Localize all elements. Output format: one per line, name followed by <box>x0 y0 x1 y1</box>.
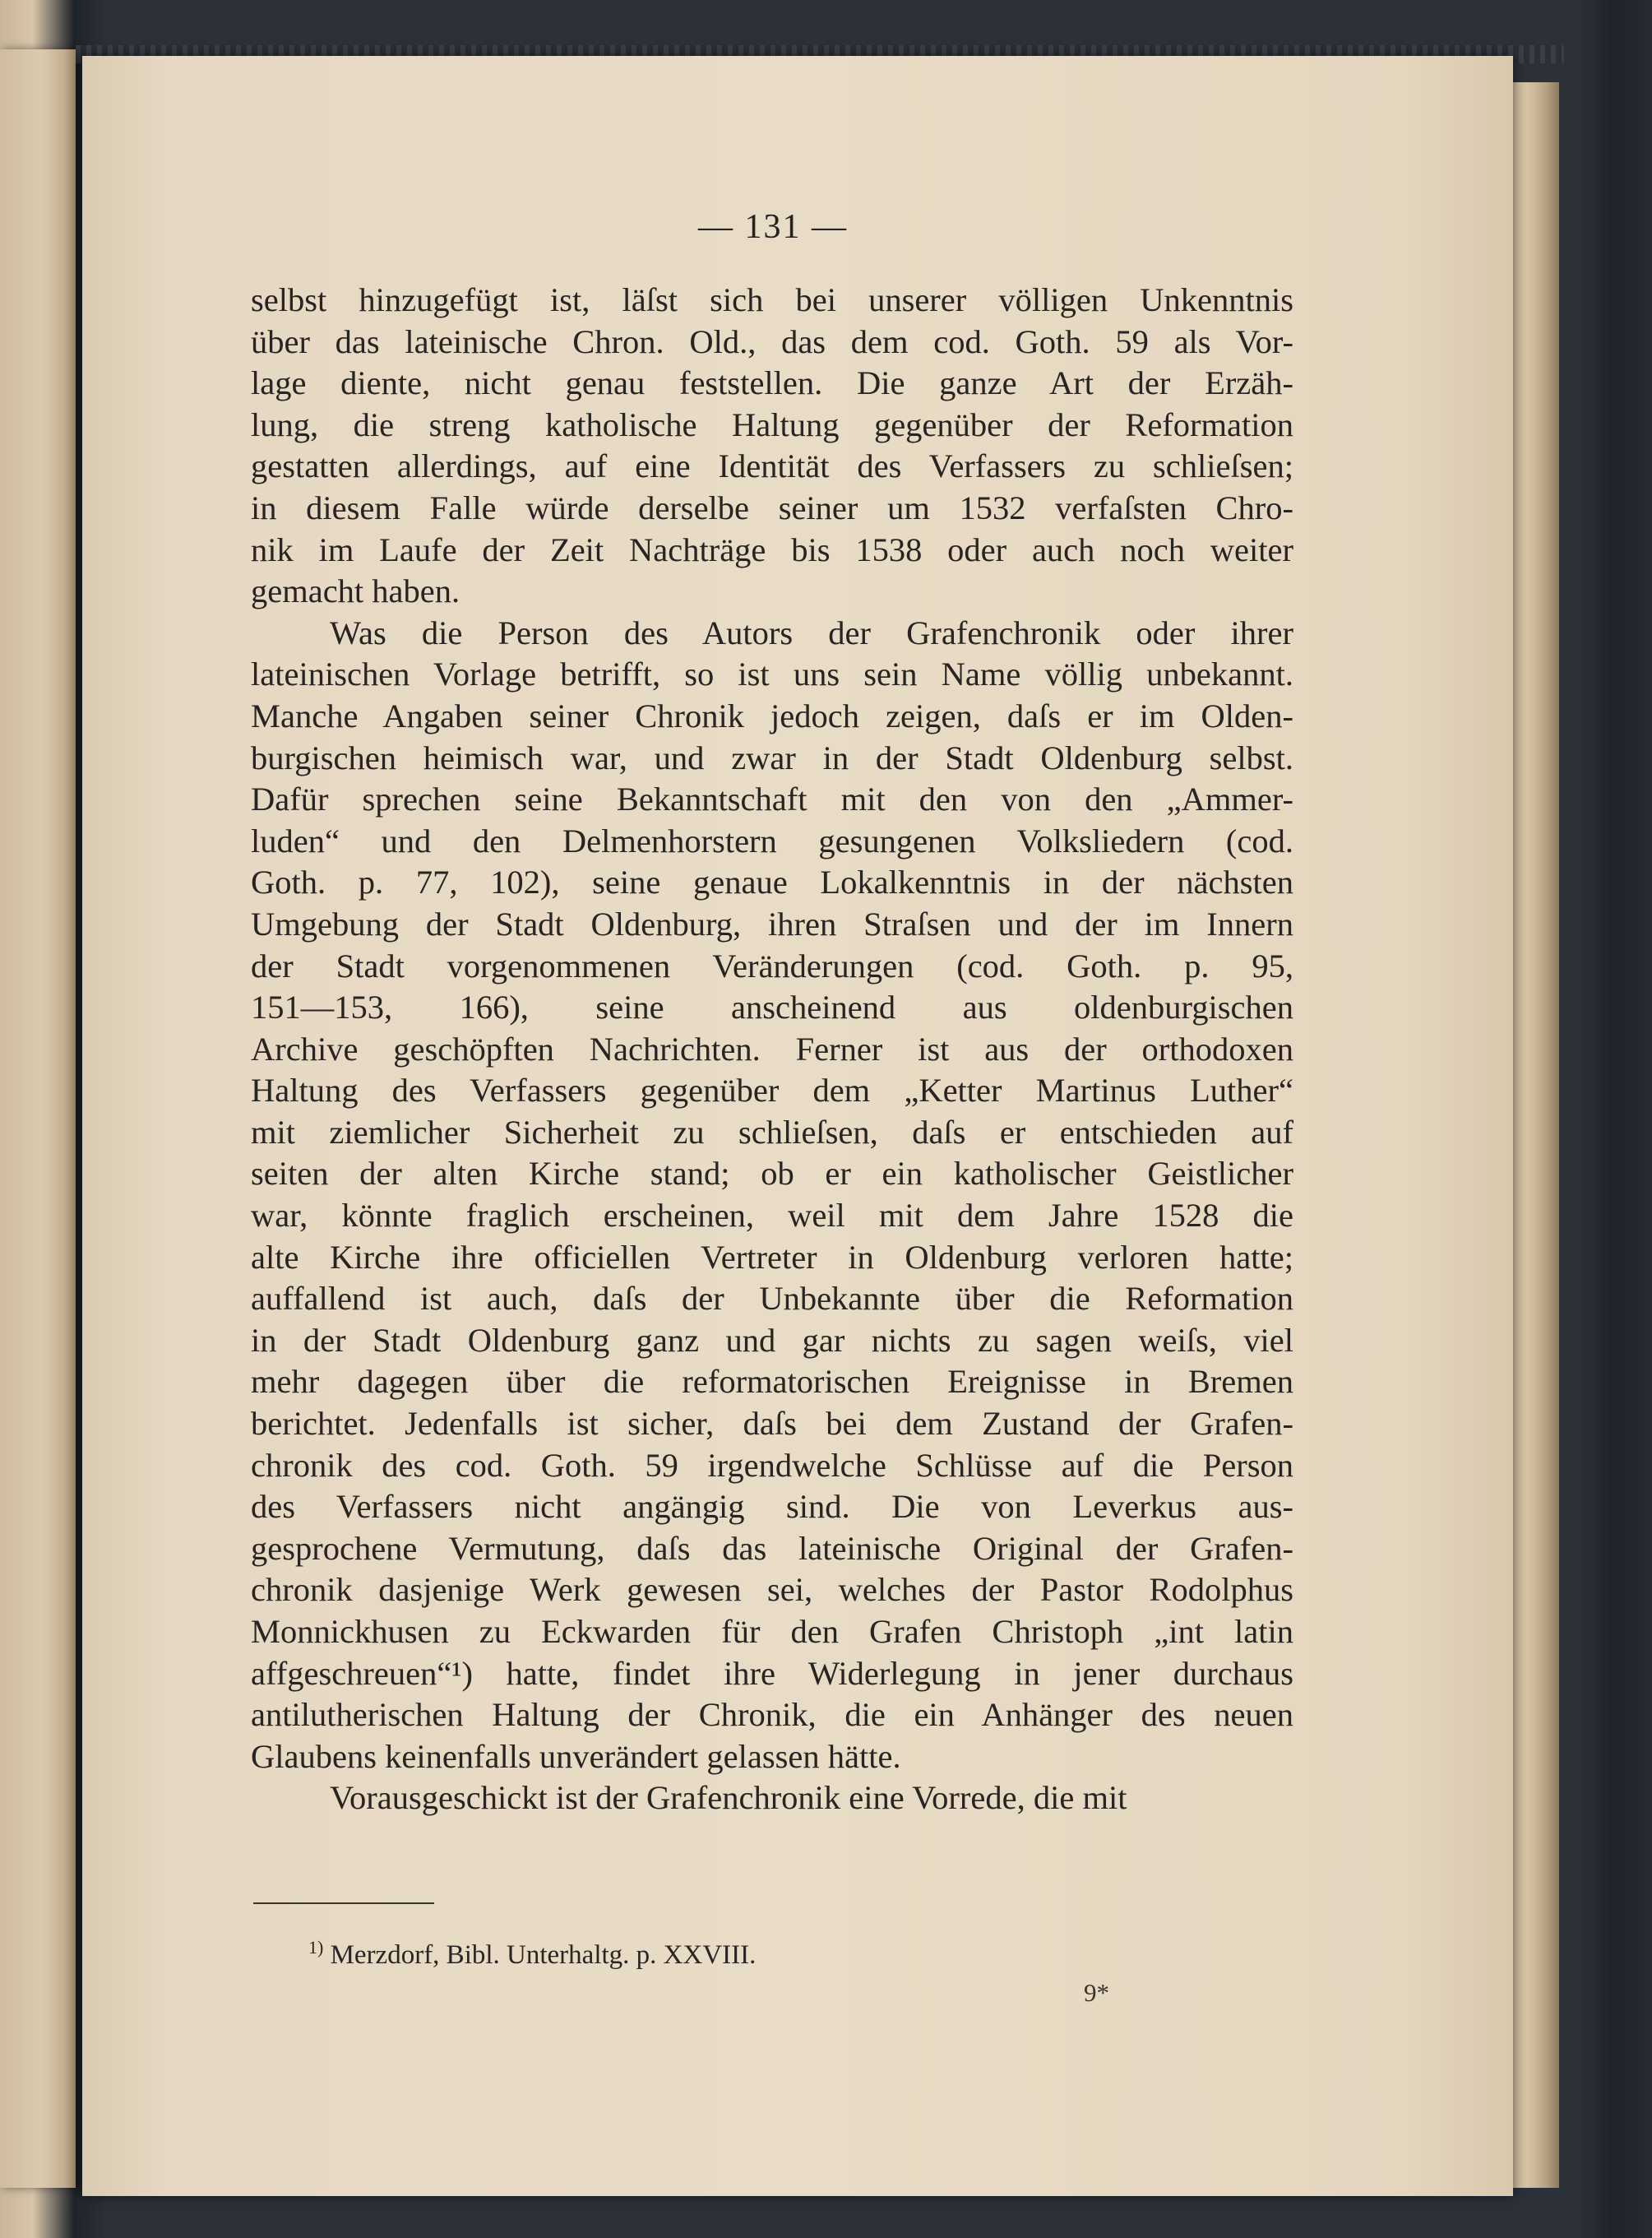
text-line: lage diente, nicht genau feststellen. Die ganze Art der Erzäh- <box>251 364 1293 402</box>
text-line: mehr dagegen über die reformatorischen Ereignisse in Bremen <box>251 1363 1293 1401</box>
text-line: Vorausgeschickt ist der Grafenchronik eine Vorrede, die mit <box>330 1779 1127 1817</box>
text-line: luden“ und den Delmenhorstern gesungenen Volksliedern (cod. <box>251 822 1293 860</box>
text-line: gemacht haben. <box>251 572 460 610</box>
text-line: 151—153, 166), seine anscheinend aus oldenburgischen <box>251 989 1293 1026</box>
text-line: Glaubens keinenfalls unverändert gelassen hätte. <box>251 1737 901 1775</box>
text-line: alte Kirche ihre officiellen Vertreter in Oldenburg verloren hatte; <box>251 1238 1293 1276</box>
text-line: der Stadt vorgenommenen Veränderungen (cod. Goth. p. 95, <box>251 947 1293 985</box>
text-line: Dafür sprechen seine Bekanntschaft mit den von den „Ammer- <box>251 781 1293 818</box>
text-line: chronik dasjenige Werk gewesen sei, welches der Pastor Rodolphus <box>251 1571 1293 1609</box>
text-line: auffallend ist auch, daſs der Unbekannte über die Reformation <box>251 1280 1293 1318</box>
text-line: Was die Person des Autors der Grafenchronik oder ihrer <box>330 614 1293 651</box>
facing-page-edge <box>0 49 76 2188</box>
body-text <box>251 280 1293 1819</box>
text-line: mit ziemlicher Sicherheit zu schlieſsen, daſs er entschieden auf <box>251 1113 1293 1151</box>
text-line: Monnickhusen zu Eckwarden für den Grafen Christoph „int latin <box>251 1613 1293 1650</box>
text-line: seiten der alten Kirche stand; ob er ein katholischer Geistlicher <box>251 1155 1293 1193</box>
text-line: affgeschreuen“¹) hatte, findet ihre Widerlegung in jener durchaus <box>251 1654 1293 1692</box>
text-line: antilutherischen Haltung der Chronik, die ein Anhänger des neuen <box>251 1696 1293 1734</box>
text-line: selbst hinzugefügt ist, läſst sich bei unserer völligen Unkenntnis <box>251 281 1293 318</box>
text-line: gesprochene Vermutung, daſs das lateinische Original der Grafen- <box>251 1529 1293 1567</box>
text-line: lateinischen Vorlage betrifft, so ist uns sein Name völlig unbekannt. <box>251 656 1293 693</box>
text-line: über das lateinische Chron. Old., das dem cod. Goth. 59 als Vor- <box>251 322 1293 360</box>
text-line: gestatten allerdings, auf eine Identität des Verfassers zu schlieſsen; <box>251 447 1293 485</box>
page-number: — 131 — <box>698 208 848 246</box>
text-line: Haltung des Verfassers gegenüber dem „Ketter Martinus Luther“ <box>251 1072 1293 1110</box>
text-line: Umgebung der Stadt Oldenburg, ihren Straſsen und der im Innern <box>251 905 1293 943</box>
signature-mark: 9* <box>1084 1978 1109 2007</box>
footnote-marker: 1) <box>308 1937 324 1958</box>
text-line: in diesem Falle würde derselbe seiner um 1532 verfaſsten Chro- <box>251 489 1293 526</box>
text-line: Manche Angaben seiner Chronik jedoch zeigen, daſs er im Olden- <box>251 697 1293 734</box>
text-line: in der Stadt Oldenburg ganz und gar nichts zu sagen weiſs, viel <box>251 1321 1293 1359</box>
text-line: chronik des cod. Goth. 59 irgendwelche Schlüsse auf die Person <box>251 1446 1293 1484</box>
text-line: des Verfassers nicht angängig sind. Die von Leverkus aus- <box>251 1488 1293 1526</box>
footnote <box>308 1937 756 1971</box>
text-line: war, könnte fraglich erscheinen, weil mit dem Jahre 1528 die <box>251 1197 1293 1235</box>
text-line: Archive geschöpften Nachrichten. Ferner ist aus der orthodoxen <box>251 1030 1293 1068</box>
text-line: berichtet. Jedenfalls ist sicher, daſs bei dem Zustand der Grafen- <box>251 1405 1293 1443</box>
page-stack-edge <box>1511 82 1559 2188</box>
text-line: Goth. p. 77, 102), seine genaue Lokalkenntnis in der nächsten <box>251 864 1293 901</box>
text-line: nik im Laufe der Zeit Nachträge bis 1538 oder auch noch weiter <box>251 531 1293 568</box>
footnote-text: Merzdorf, Bibl. Unterhaltg. p. XXVIII. <box>330 1940 757 1970</box>
text-line: burgischen heimisch war, und zwar in der Stadt Oldenburg selbst. <box>251 739 1293 776</box>
text-line: lung, die streng katholische Haltung gegenüber der Reformation <box>251 405 1293 443</box>
footnote-rule <box>253 1902 434 1904</box>
